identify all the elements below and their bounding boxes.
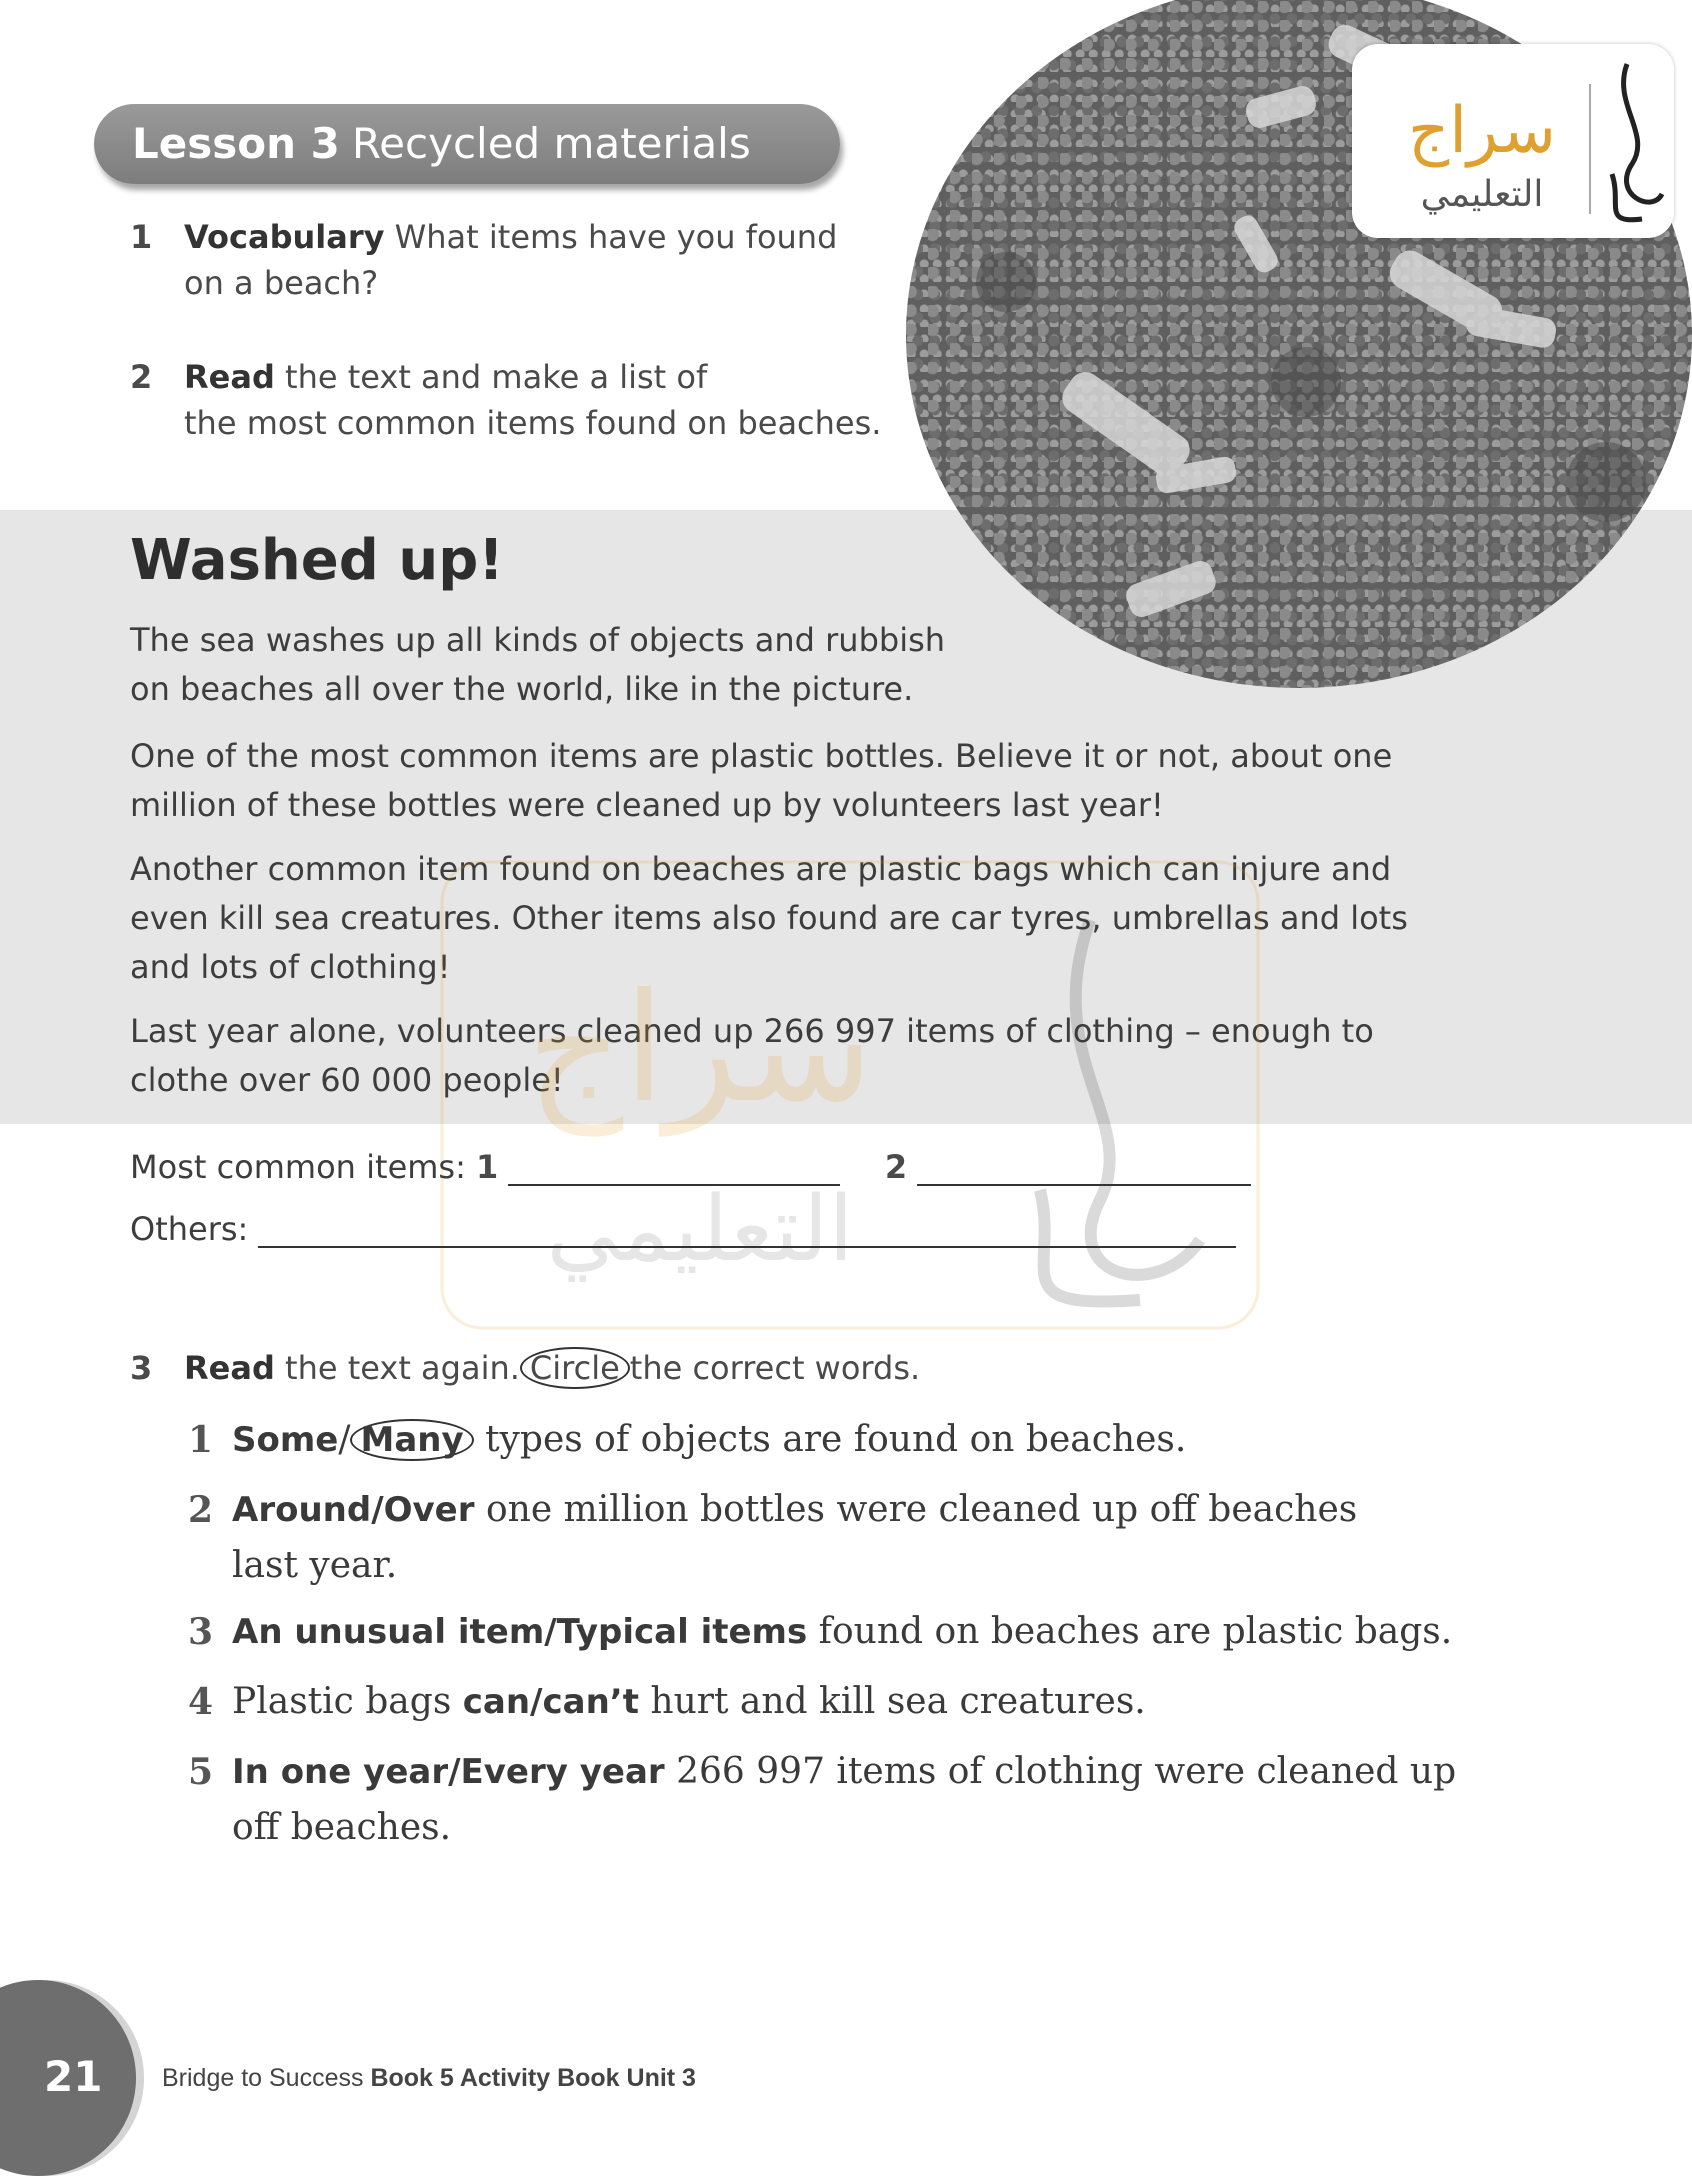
logo-name: سراج [1407,94,1557,168]
item-number: 2 [188,1489,214,1531]
siraj-logo [1352,44,1674,238]
question-keyword: Vocabulary [184,218,385,256]
question-keyword: Read [184,358,275,396]
article-paragraph [130,732,1500,830]
paragraph-line: The sea washes up all kinds of objects and rubbish [130,621,946,659]
article-title: Washed up! [130,528,504,593]
question-2 [130,354,881,446]
item-text: found on beaches are plastic bags. [818,1611,1453,1652]
book-title: Book 5 Activity Book Unit 3 [370,2064,696,2092]
question-text: What items have you found [394,218,838,256]
others-label: Others: [130,1210,249,1248]
most-common-items-row [130,1148,1251,1186]
answer-blank-2[interactable] [917,1154,1251,1186]
paragraph-line: Another common item found on beaches are plastic bags which can injure and [130,850,1392,888]
question-number: 2 [130,358,153,396]
exercise-item [188,1674,1488,1730]
paragraph-line: even kill sea creatures. Other items also found are car tyres, umbrellas and lots [130,899,1408,937]
siraj-logo-graphic [1352,44,1674,238]
option-separator: / [338,1419,351,1460]
blank-number: 1 [476,1148,499,1186]
exercise-item [188,1604,1488,1660]
series-name: Bridge to Success [162,2064,364,2092]
page-number: 21 [44,2052,103,2101]
question-number: 3 [130,1349,153,1387]
item-text-line2: off beaches. [232,1807,452,1848]
item-number: 5 [188,1751,214,1793]
logo-subtitle: التعليمي [1420,174,1544,215]
item-text-line2: last year. [232,1545,398,1586]
article-paragraph [130,616,1500,714]
question-text-line2: the most common items found on beaches. [184,404,882,442]
option-pair[interactable]: can/can’t [462,1682,639,1722]
question-number: 1 [130,218,153,256]
paragraph-line: and lots of clothing! [130,948,451,986]
instruction-text: the text again. [285,1349,520,1387]
item-text: types of objects are found on beaches. [485,1419,1187,1460]
answer-blank-1[interactable] [508,1154,840,1186]
paragraph-line: One of the most common items are plastic bottles. Believe it or not, about one [130,737,1393,775]
item-text: one million bottles were cleaned up off beaches [485,1489,1358,1530]
lesson-title-pill [94,104,840,184]
paragraph-line: clothe over 60 000 people! [130,1061,564,1099]
option-pair[interactable]: Around/Over [232,1490,475,1530]
question-text-line2: on a beach? [184,264,379,302]
option-pair[interactable]: An unusual item/Typical items [232,1612,808,1652]
option-a[interactable]: Some [232,1420,339,1460]
blank-number: 2 [884,1148,908,1186]
option-b-circled[interactable]: Many [350,1419,473,1461]
answer-blank-others[interactable] [258,1216,1236,1248]
exercise-item [188,1744,1488,1856]
most-common-label: Most common items: [130,1148,466,1186]
paragraph-line: million of these bottles were cleaned up by volunteers last year! [130,786,1164,824]
exercise-item [188,1482,1488,1594]
item-text: hurt and kill sea creatures. [650,1681,1146,1722]
watermark [440,860,1260,1330]
item-number: 4 [188,1681,214,1723]
instruction-text: the correct words. [629,1349,921,1387]
footer-credit [162,2064,696,2093]
paragraph-line: on beaches all over the world, like in the picture. [130,670,914,708]
item-number: 3 [188,1611,214,1653]
lesson-title: Recycled materials [351,119,751,168]
question-text: the text and make a list of [285,358,708,396]
item-text: Plastic bags [232,1681,452,1722]
paragraph-line: Last year alone, volunteers cleaned up 266 997 items of clothing – enough to [130,1012,1374,1050]
svg-text:التعليمي: التعليمي [546,1177,854,1282]
exercise-item [188,1412,1488,1468]
option-pair[interactable]: In one year/Every year [232,1752,665,1792]
circle-example: Circle [520,1347,630,1389]
watermark-graphic [440,860,1260,1330]
item-text: 266 997 items of clothing were cleaned up [676,1751,1457,1792]
others-row [130,1210,1236,1248]
question-1 [130,214,837,306]
svg-text:سراج: سراج [526,962,874,1136]
item-number: 1 [188,1419,214,1461]
question-keyword: Read [184,1349,275,1387]
exercise-3-instruction [130,1345,920,1391]
lesson-number: Lesson 3 [132,119,340,168]
